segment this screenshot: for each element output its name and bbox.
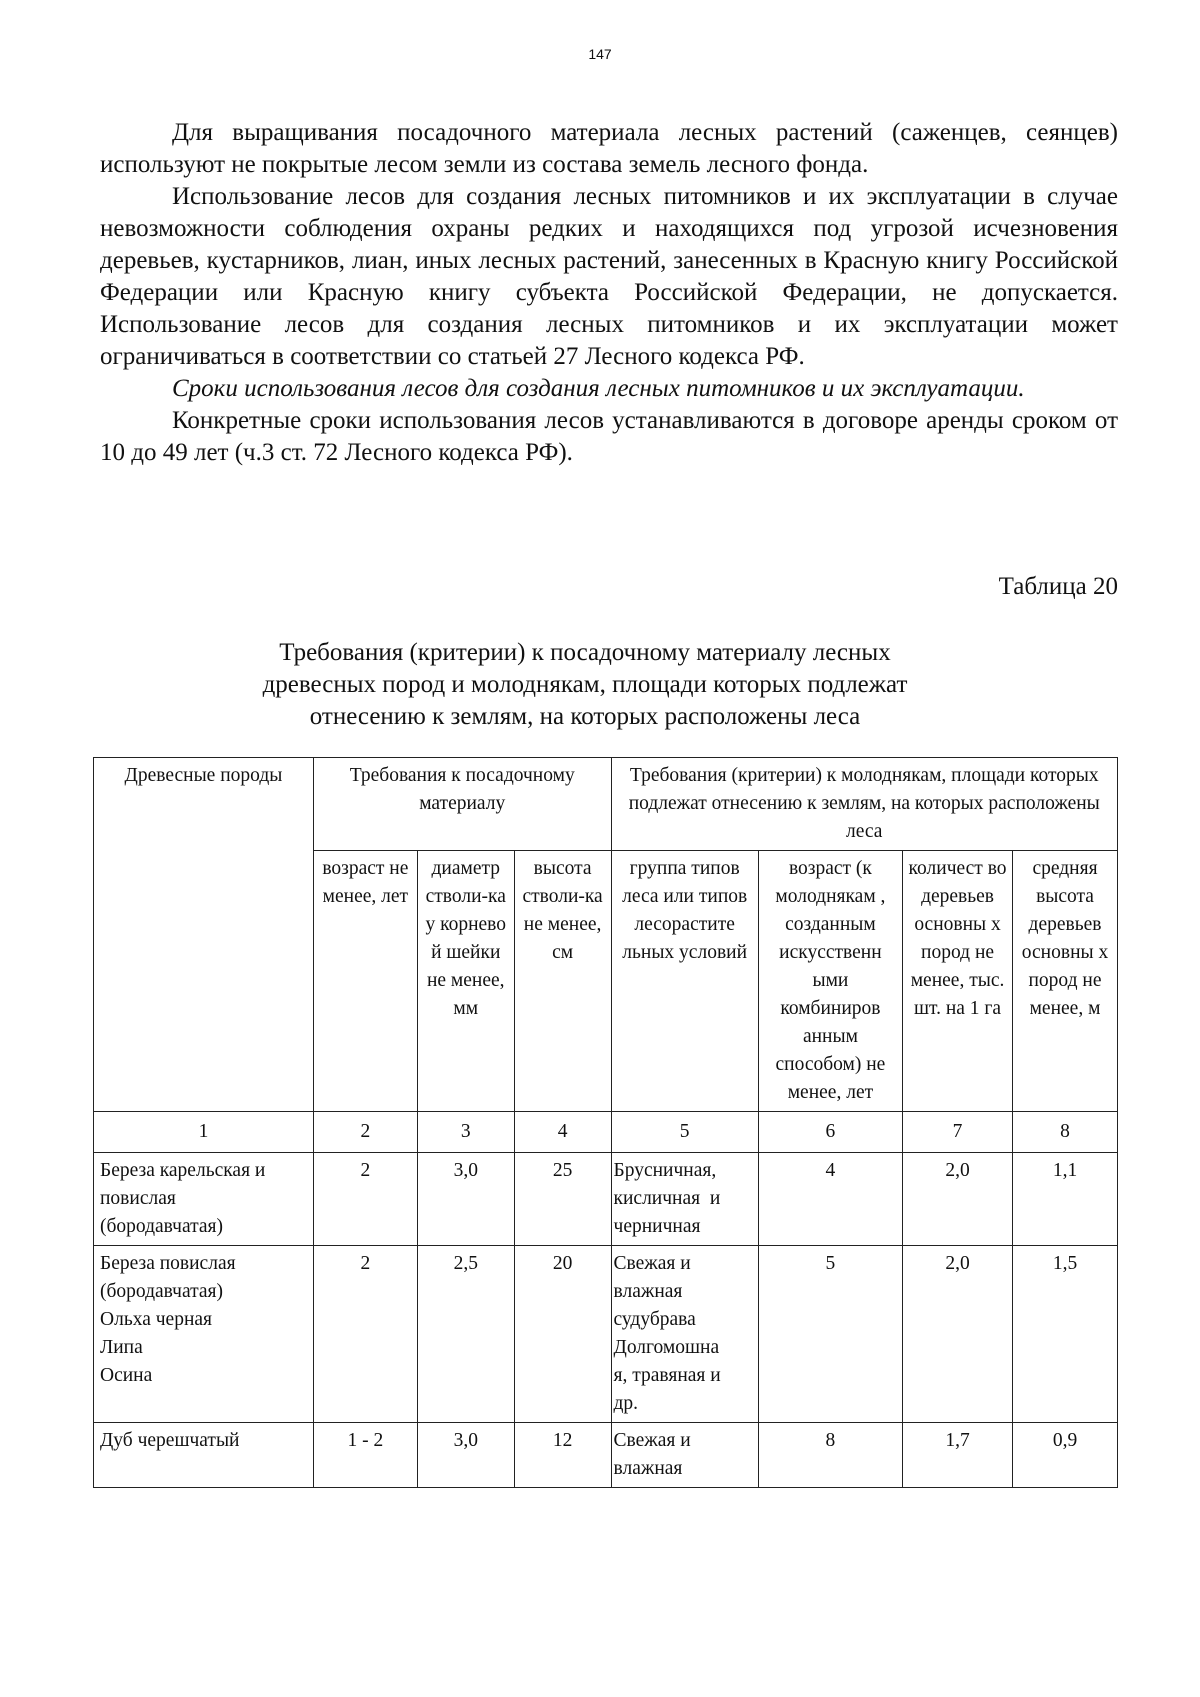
- requirements-table: [93, 757, 1118, 1488]
- cell-forest-type: [611, 1153, 758, 1246]
- cell-height: 12: [514, 1423, 611, 1488]
- forest-type-line: судубрава: [613, 1309, 696, 1330]
- subheader-young-age: возраст (к молоднякам , созданным искусственн ыми комбиниров анным способом) не менее, лет: [758, 851, 902, 1112]
- cell-age: 1 - 2: [313, 1423, 417, 1488]
- species-line: Осина: [100, 1365, 153, 1386]
- cell-young-age: 4: [758, 1153, 902, 1246]
- forest-type-line: Долгомошна: [613, 1337, 720, 1358]
- forest-type-line: влажная: [613, 1458, 683, 1479]
- column-number: 5: [611, 1112, 758, 1153]
- column-number: 3: [417, 1112, 514, 1153]
- subheader-height: высота стволи-ка не менее, см: [514, 851, 611, 1112]
- forest-type-line: кисличная и: [613, 1188, 721, 1209]
- subheader-avg-height: средняя высота деревьев основны х пород не менее, м: [1013, 851, 1118, 1112]
- species-line: (бородавчатая): [100, 1281, 223, 1302]
- forest-type-line: Брусничная,: [613, 1160, 717, 1181]
- cell-tree-count: 2,0: [903, 1153, 1013, 1246]
- cell-height: 25: [514, 1153, 611, 1246]
- header-young-stands: Требования (критерии) к молоднякам, площади которых подлежат отнесению к землям, на которых расположены леса: [611, 758, 1117, 851]
- table-title-line: древесных пород и молоднякам, площади которых подлежат: [262, 671, 908, 698]
- page-number: 147: [588, 46, 612, 62]
- species-line: Береза карельская и: [100, 1160, 266, 1181]
- subheader-tree-count: количест во деревьев основны х пород не менее, тыс. шт. на 1 га: [903, 851, 1013, 1112]
- header-species: Древесные породы: [94, 758, 314, 1112]
- paragraph: Использование лесов для создания лесных питомников и их эксплуатации в случае невозможности соблюдения охраны редких и находящихся под угрозой исчезновения деревьев, кустарников, лиан, иных лесных растений, занесенных в Красную книгу Российской Федерации или Красную книгу субъекта Российской Федерации, не допускается. Использование лесов для создания лесных питомников и их эксплуатации может ограничиваться в соответствии со статьей 27 Лесного кодекса РФ.: [100, 183, 1118, 370]
- subheader-age: возраст не менее, лет: [313, 851, 417, 1112]
- section-heading-italic: Сроки использования лесов для создания лесных питомников и их эксплуатации.: [172, 375, 1025, 402]
- species-line: повислая: [100, 1188, 176, 1209]
- species-line: Липа: [100, 1337, 143, 1358]
- column-number-row: [94, 1112, 1118, 1153]
- column-number: 1: [94, 1112, 314, 1153]
- table-row: [94, 1153, 1118, 1246]
- cell-young-age: 5: [758, 1246, 902, 1423]
- cell-forest-type: [611, 1246, 758, 1423]
- cell-age: 2: [313, 1153, 417, 1246]
- subheader-forest-type: группа типов леса или типов лесорастите льных условий: [611, 851, 758, 1112]
- column-number: 8: [1013, 1112, 1118, 1153]
- species-line: (бородавчатая): [100, 1216, 223, 1237]
- cell-species: [94, 1153, 314, 1246]
- header-planting-material: Требования к посадочному материалу: [313, 758, 611, 851]
- cell-age: 2: [313, 1246, 417, 1423]
- paragraph: Конкретные сроки использования лесов устанавливаются в договоре аренды сроком от 10 до 49 лет (ч.3 ст. 72 Лесного кодекса РФ).: [100, 407, 1118, 466]
- forest-type-line: влажная: [613, 1281, 683, 1302]
- cell-tree-count: 1,7: [903, 1423, 1013, 1488]
- column-number: 6: [758, 1112, 902, 1153]
- cell-species: [94, 1423, 314, 1488]
- subheader-diameter: диаметр стволи-ка у корнево й шейки не менее, мм: [417, 851, 514, 1112]
- table-row: [94, 1246, 1118, 1423]
- forest-type-line: Свежая и: [613, 1430, 691, 1451]
- species-line: Ольха черная: [100, 1309, 213, 1330]
- table-title-line: отнесению к землям, на которых расположены леса: [309, 703, 861, 730]
- cell-avg-height: 0,9: [1013, 1423, 1118, 1488]
- paragraph: Для выращивания посадочного материала лесных растений (саженцев, сеянцев) используют не покрытые лесом земли из состава земель лесного фонда.: [100, 119, 1118, 178]
- species-line: Береза повислая: [100, 1253, 236, 1274]
- cell-young-age: 8: [758, 1423, 902, 1488]
- forest-type-line: черничная: [613, 1216, 701, 1237]
- body-text: [100, 117, 1118, 469]
- column-number: 2: [313, 1112, 417, 1153]
- cell-diameter: 3,0: [417, 1153, 514, 1246]
- table-title-line: Требования (критерии) к посадочному материалу лесных: [279, 639, 891, 666]
- forest-type-line: др.: [613, 1393, 639, 1414]
- cell-species: [94, 1246, 314, 1423]
- forest-type-line: Свежая и: [613, 1253, 691, 1274]
- cell-diameter: 3,0: [417, 1423, 514, 1488]
- forest-type-line: я, травяная и: [613, 1365, 721, 1386]
- cell-avg-height: 1,1: [1013, 1153, 1118, 1246]
- cell-tree-count: 2,0: [903, 1246, 1013, 1423]
- cell-diameter: 2,5: [417, 1246, 514, 1423]
- column-number: 4: [514, 1112, 611, 1153]
- cell-forest-type: [611, 1423, 758, 1488]
- table-title: [160, 637, 1010, 733]
- cell-height: 20: [514, 1246, 611, 1423]
- species-line: Дуб черешчатый: [100, 1430, 240, 1451]
- table-row: [94, 1423, 1118, 1488]
- table-label: Таблица 20: [998, 573, 1118, 600]
- column-number: 7: [903, 1112, 1013, 1153]
- cell-avg-height: 1,5: [1013, 1246, 1118, 1423]
